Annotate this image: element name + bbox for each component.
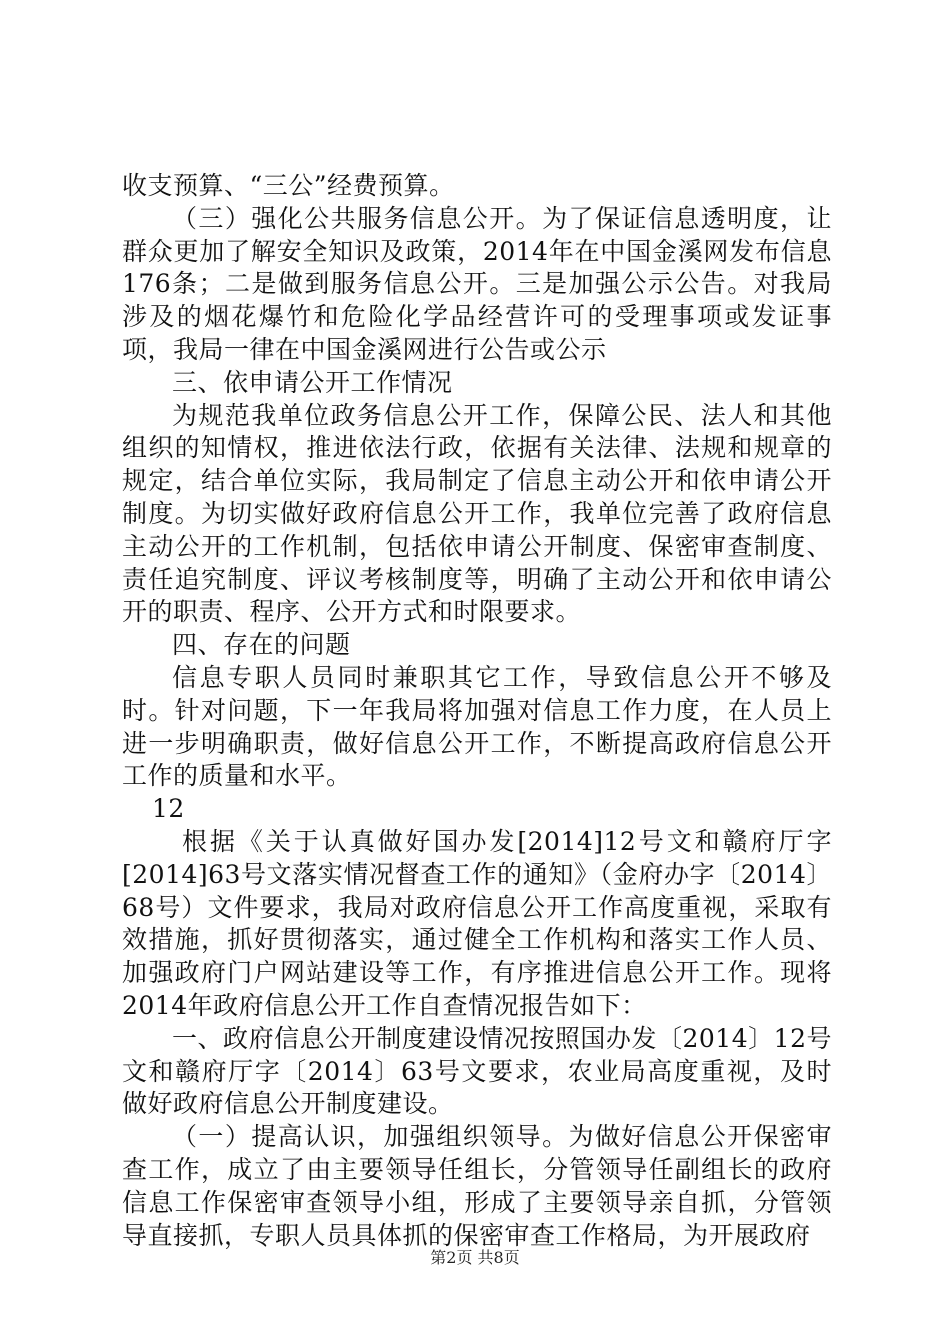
paragraph-number: 12 [152,794,185,824]
paragraph: 收支预算、“三公”经费预算。 [122,171,455,200]
paragraph: （三）强化公共服务信息公开。为了保证信息透明度，让群众更加了解安全知识及政策，2014年在中国金溪网发布信息176条；二是做到服务信息公开。三是加强公示公告。对我局涉及的烟花爆竹和危险化学品经营许可的受理事项或发证事项，我局一律在中国金溪网进行公告或公示 [122,203,832,364]
section-heading: 三、依申请公开工作情况 [172,367,453,397]
paragraph: 根据《关于认真做好国办发[2014]12号文和赣府厅字[2014]63号文落实情况督查工作的通知》（金府办字〔2014〕68号）文件要求，我局对政府信息公开工作高度重视，采取有效措施，抓好贯彻落实，通过健全工作机构和落实工作人员、加强政府门户网站建设等工作，有序推进信息公开工作。现将2014年政府信息公开工作自查情况报告如下： [122,826,832,1020]
body-text [122,170,832,1252]
paragraph: 信息专职人员同时兼职其它工作，导致信息公开不够及时。针对问题，下一年我局将加强对信息工作力度，在人员上进一步明确职责，做好信息公开工作，不断提高政府信息公开工作的质量和水平。 [122,662,832,791]
section-heading: 四、存在的问题 [172,630,351,660]
paragraph: 为规范我单位政务信息公开工作，保障公民、法人和其他组织的知情权，推进依法行政，依据有关法律、法规和规章的规定，结合单位实际，我局制定了信息主动公开和依申请公开制度。为切实做好政府信息公开工作，我单位完善了政府信息主动公开的工作机制，包括依申请公开制度、保密审查制度、责任追究制度、评议考核制度等，明确了主动公开和依申请公开的职责、程序、公开方式和时限要求。 [122,400,832,627]
paragraph: 一、政府信息公开制度建设情况按照国办发〔2014〕12号文和赣府厅字〔2014〕63号文要求，农业局高度重视，及时做好政府信息公开制度建设。 [122,1023,832,1119]
paragraph: （一）提高认识，加强组织领导。为做好信息公开保密审查工作，成立了由主要领导任组长，分管领导任副组长的政府信息工作保密审查领导小组，形成了主要领导亲自抓，分管领导直接抓，专职人员具体抓的保密审查工作格局，为开展政府 [122,1122,832,1250]
page-footer: 第2页 共8页 [430,1248,520,1267]
